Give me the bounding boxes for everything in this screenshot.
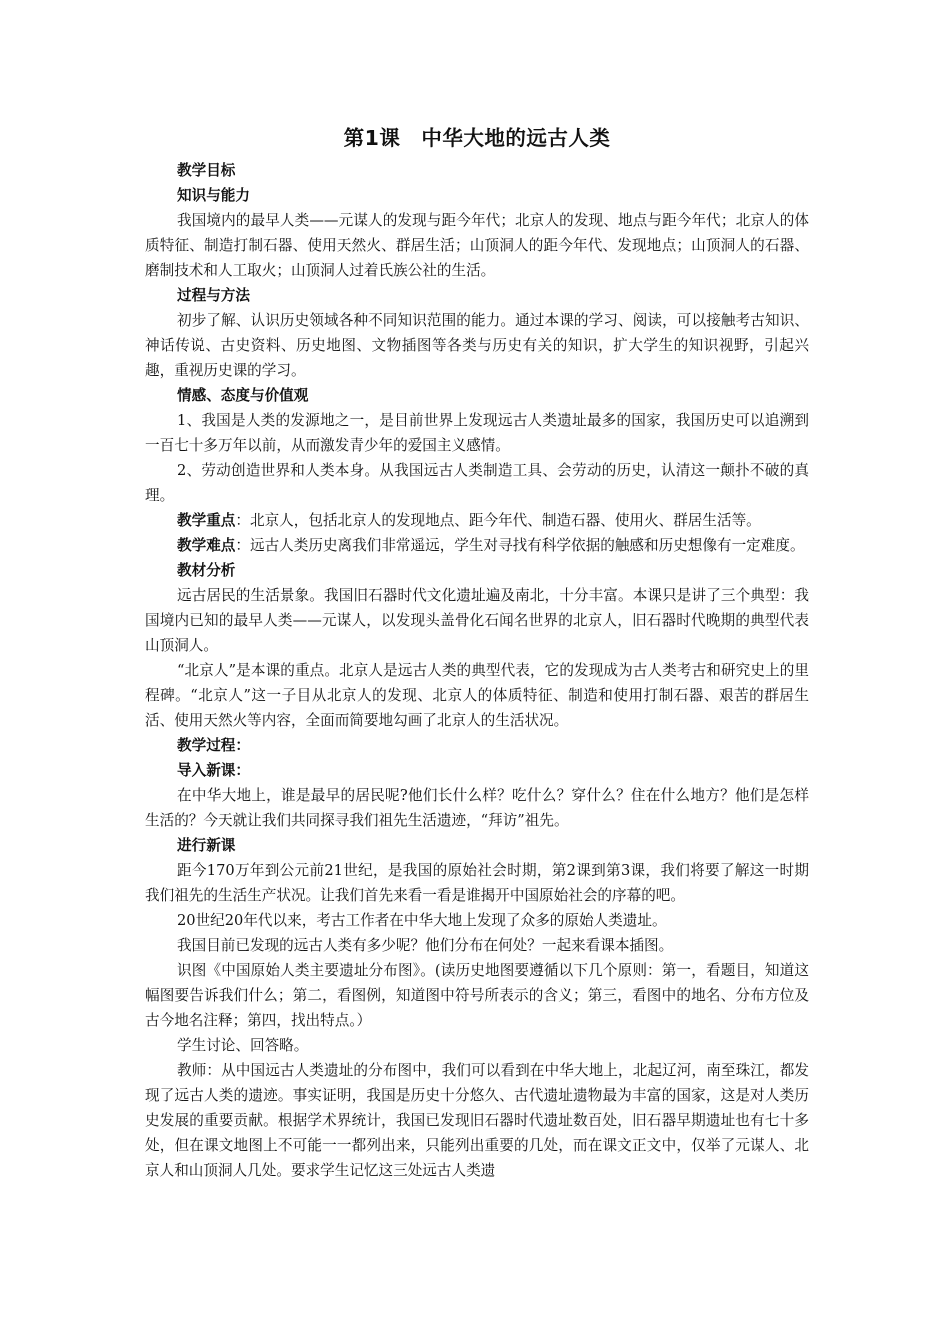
document-page <box>145 118 809 1183</box>
process-paragraph: 初步了解、认识历史领域各种不同知识范围的能力。通过本课的学习、阅读，可以接触考古知识、神话传说、古史资料、历史地图、文物插图等各类与历史有关的知识，扩大学生的知识视野，引起兴趣，重视历史课的学习。 <box>145 312 809 379</box>
new-paragraph-3: 我国目前已发现的远古人类有多少呢？他们分布在何处？一起来看课本插图。 <box>177 937 674 954</box>
key-point-label: 教学重点 <box>177 512 236 529</box>
emotion-heading: 情感、态度与价值观 <box>177 387 309 404</box>
procedure-heading: 教学过程： <box>177 737 250 754</box>
key-point-paragraph <box>145 508 809 533</box>
intro-paragraph: 在中华大地上，谁是最早的居民呢?他们长什么样？吃什么？穿什么？住在什么地方？他们是怎样生活的？今天就让我们共同探寻我们祖先生活遗迹，“拜访”祖先。 <box>145 787 809 829</box>
emotion-paragraph-2: 2、劳动创造世界和人类本身。从我国远古人类制造工具、会劳动的历史，认清这一颠扑不破的真理。 <box>145 462 809 504</box>
lesson-title: 第1课 中华大地的远古人类 <box>343 126 611 150</box>
knowledge-paragraph: 我国境内的最早人类——元谋人的发现与距今年代；北京人的发现、地点与距今年代；北京人的体质特征、制造打制石器、使用天然火、群居生活；山顶洞人的距今年代、发现地点；山顶洞人的石器、磨制技术和人工取火；山顶洞人过着氏族公社的生活。 <box>145 212 809 279</box>
new-paragraph-1: 距今170万年到公元前21世纪，是我国的原始社会时期，第2课到第3课，我们将要了解这一时期我们祖先的生活生产状况。让我们首先来看一看是谁揭开中国原始社会的序幕的吧。 <box>145 862 809 904</box>
new-paragraph-4: 识图《中国原始人类主要遗址分布图》。(读历史地图要遵循以下几个原则：第一，看题目，知道这幅图要告诉我们什么；第二，看图例，知道图中符号所表示的含义；第三，看图中的地名、分布方位及古今地名注释；第四，找出特点。） <box>145 962 809 1029</box>
goals-heading: 教学目标 <box>177 162 236 179</box>
knowledge-heading: 知识与能力 <box>177 187 250 204</box>
analysis-heading: 教材分析 <box>177 562 236 579</box>
difficulty-text: ：远古人类历史离我们非常遥远，学生对寻找有科学依据的触感和历史想像有一定难度。 <box>235 537 805 554</box>
intro-heading: 导入新课： <box>177 762 250 779</box>
key-point-text: ：北京人，包括北京人的发现地点、距今年代、制造石器、使用火、群居生活等。 <box>235 512 761 529</box>
new-lesson-heading: 进行新课 <box>177 837 236 854</box>
new-paragraph-2: 20世纪20年代以来，考古工作者在中华大地上发现了众多的原始人类遗址。 <box>177 912 667 929</box>
new-paragraph-6: 教师：从中国远古人类遗址的分布图中，我们可以看到在中华大地上，北起辽河，南至珠江，都发现了远古人类的遗迹。事实证明，我国是历史十分悠久、古代遗址遗物最为丰富的国家，这是对人类历史发展的重要贡献。根据学术界统计，我国已发现旧石器时代遗址数百处，旧石器早期遗址也有七十多处，但在课文地图上不可能一一都列出来，只能列出重要的几处，而在课文正文中，仅举了元谋人、北京人和山顶洞人几处。要求学生记忆这三处远古人类遗 <box>145 1062 809 1179</box>
analysis-paragraph-1: 远古居民的生活景象。我国旧石器时代文化遗址遍及南北，十分丰富。本课只是讲了三个典型：我国境内已知的最早人类——元谋人，以发现头盖骨化石闻名世界的北京人，旧石器时代晚期的典型代表山顶洞人。 <box>145 587 809 654</box>
difficulty-paragraph <box>145 533 809 558</box>
new-paragraph-5: 学生讨论、回答略。 <box>177 1037 309 1054</box>
emotion-paragraph-1: 1、我国是人类的发源地之一，是目前世界上发现远古人类遗址最多的国家，我国历史可以追溯到一百七十多万年以前，从而激发青少年的爱国主义感情。 <box>145 412 809 454</box>
difficulty-label: 教学难点 <box>177 537 236 554</box>
analysis-paragraph-2: “北京人”是本课的重点。北京人是远古人类的典型代表，它的发现成为古人类考古和研究史上的里程碑。“北京人”这一子目从北京人的发现、北京人的体质特征、制造和使用打制石器、艰苦的群居生活、使用天然火等内容，全面而简要地勾画了北京人的生活状况。 <box>145 662 809 729</box>
process-heading: 过程与方法 <box>177 287 250 304</box>
